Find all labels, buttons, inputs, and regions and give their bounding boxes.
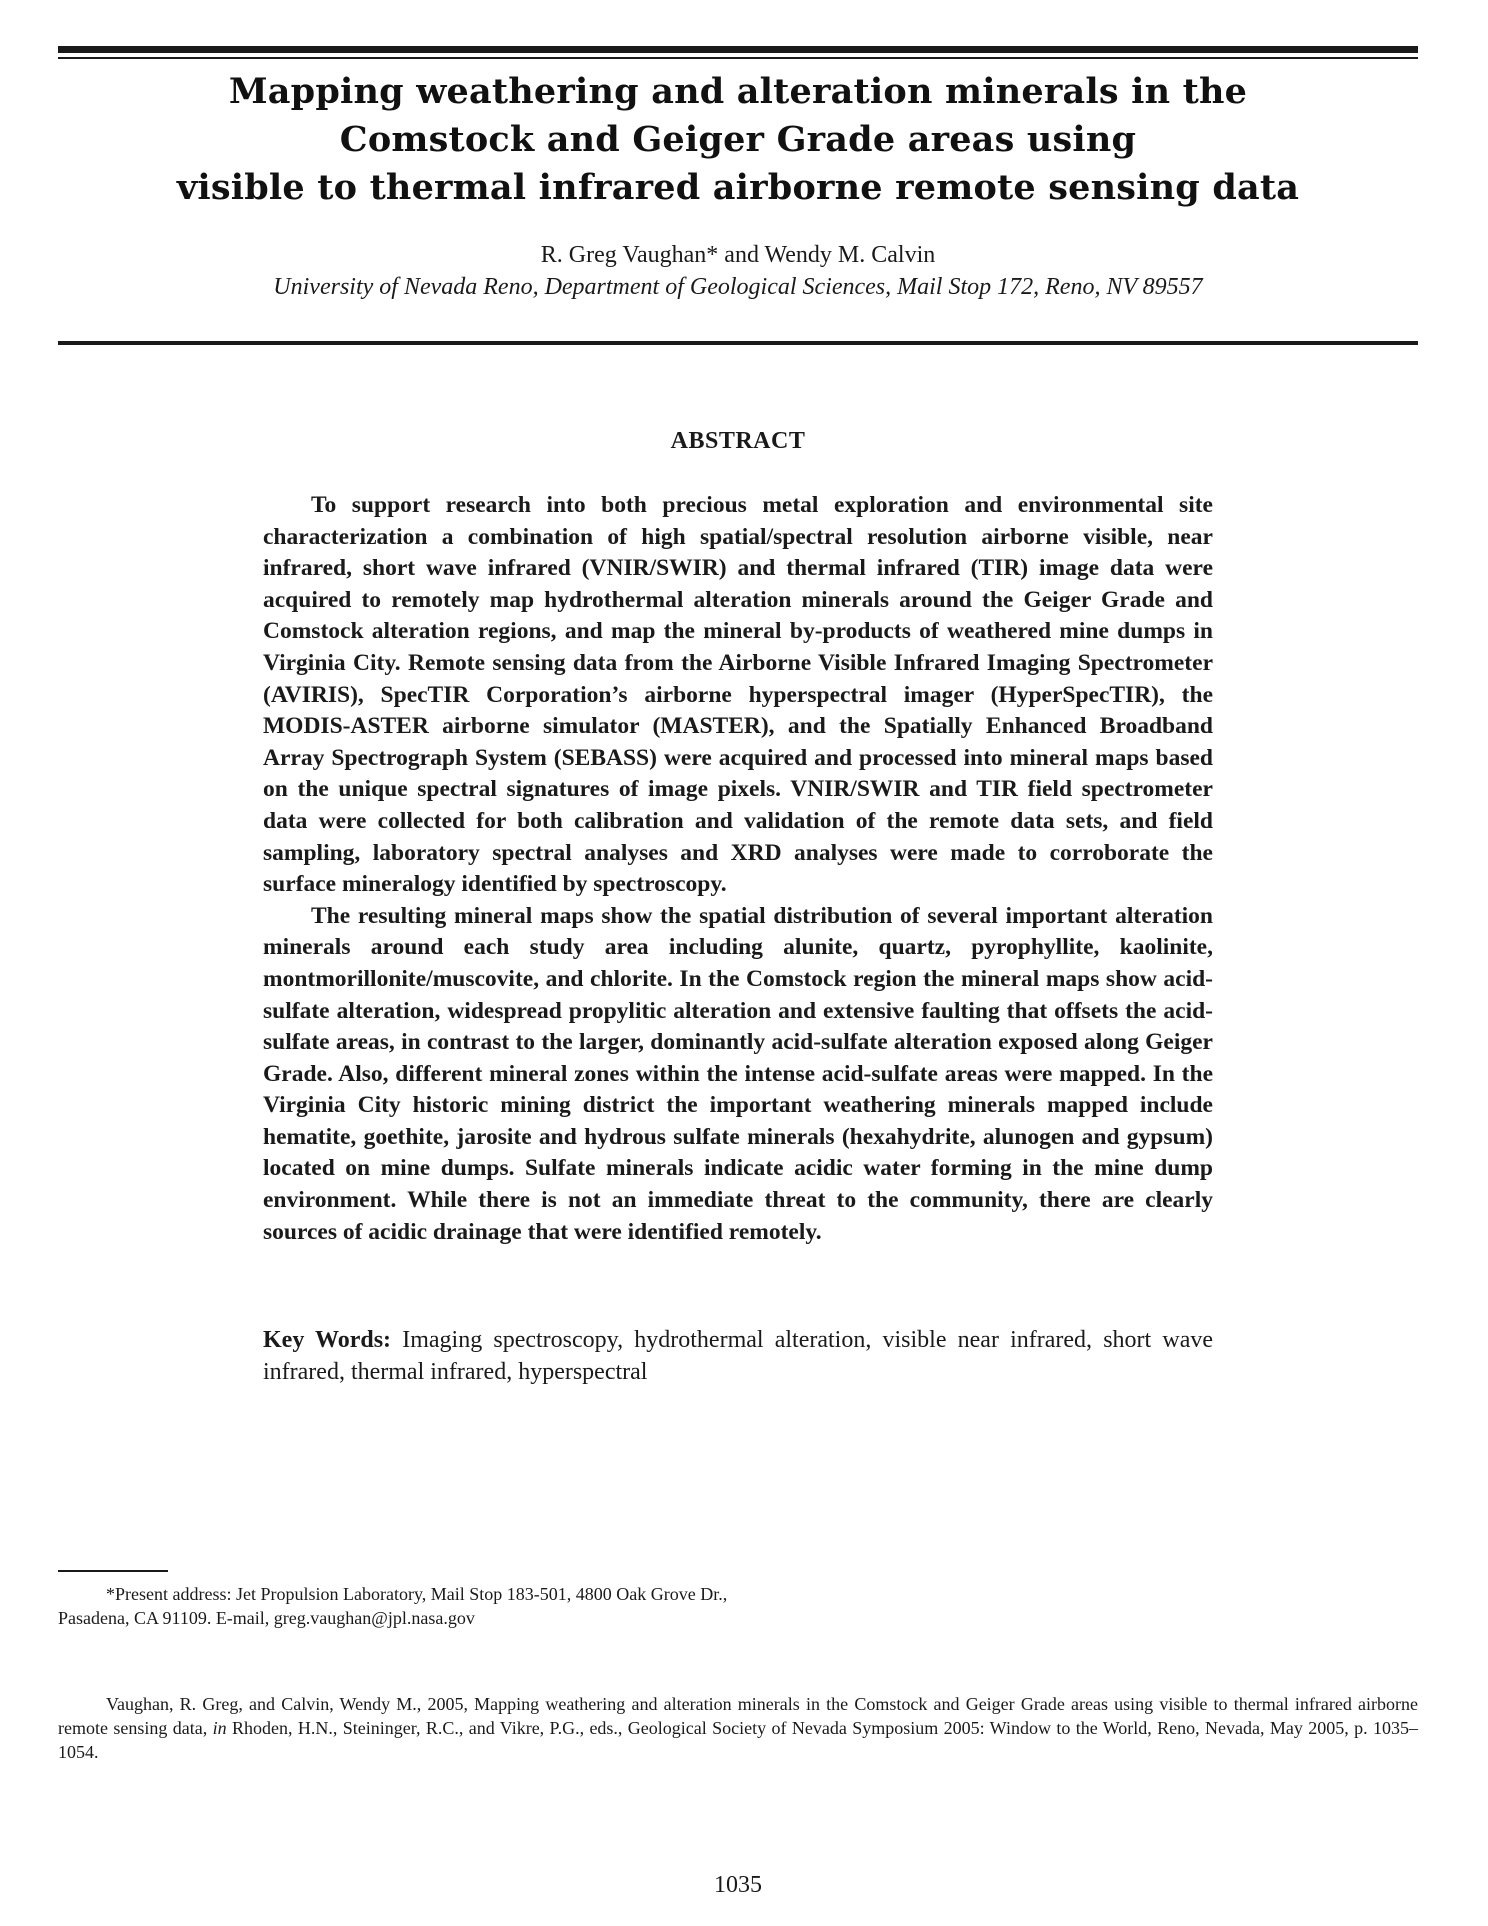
- citation-in: in: [212, 1718, 227, 1738]
- top-rule-thick: [58, 46, 1418, 53]
- citation-part-2: Rhoden, H.N., Steininger, R.C., and Vikre, P.G., eds., Geological Society of Nevada Symposium 2005: Window to the World, Reno, Nevada, May 2005, p. 1035–1054.: [58, 1718, 1418, 1762]
- abstract-paragraph-2: The resulting mineral maps show the spatial distribution of several important alteration minerals around each study area including alunite, quartz, pyrophyllite, kaolinite, montmorillonite/muscovite, and chlorite. In the Comstock region the mineral maps show acid-sulfate alteration, widespread propylitic alteration and extensive faulting that offsets the acid-sulfate areas, in contrast to the larger, dominantly acid-sulfate alteration exposed along Geiger Grade. Also, different mineral zones within the intense acid-sulfate areas were mapped. In the Virginia City historic mining district the important weathering minerals mapped include hematite, goethite, jarosite and hydrous sulfate minerals (hexahydrite, alunogen and gypsum) located on mine dumps. Sulfate minerals indicate acidic water forming in the mine dump environment. While there is not an immediate threat to the community, there are clearly sources of acidic drainage that were identified remotely.: [263, 902, 1213, 1245]
- keywords-text: Imaging spectroscopy, hydrothermal alteration, visible near infrared, short wave infrared, thermal infrared, hyperspectral: [263, 1327, 1214, 1385]
- footnote: *Present address: Jet Propulsion Laboratory, Mail Stop 183-501, 4800 Oak Grove Dr., Pasadena, CA 91109. E-mail, greg.vaughan@jpl.nasa.gov: [58, 1584, 728, 1628]
- citation: [58, 1692, 1418, 1764]
- top-rule-thin: [58, 57, 1418, 59]
- paper-title: [58, 68, 1418, 212]
- page-number: 1035: [714, 1872, 762, 1898]
- keywords: [263, 1324, 1213, 1388]
- citation-part-1: Vaughan, R. Greg, and Calvin, Wendy M., 2005, Mapping weathering and alteration minerals in the Comstock and Geiger Grade areas using visible to thermal infrared airborne remote sensing data,: [58, 1694, 1418, 1738]
- title-line-1: Mapping weathering and alteration minerals in the: [228, 71, 1248, 112]
- header-divider: [58, 341, 1418, 345]
- affiliation: University of Nevada Reno, Department of Geological Sciences, Mail Stop 172, Reno, NV 89557: [273, 274, 1203, 300]
- footnote-rule: [58, 1570, 168, 1572]
- title-line-2: Comstock and Geiger Grade areas using: [339, 119, 1137, 160]
- abstract-body: [263, 490, 1213, 1248]
- abstract-heading: ABSTRACT: [670, 428, 806, 454]
- keywords-label: Key Words:: [263, 1327, 392, 1353]
- authors: R. Greg Vaughan* and Wendy M. Calvin: [540, 242, 936, 268]
- title-line-3: visible to thermal infrared airborne remote sensing data: [176, 167, 1300, 208]
- abstract-paragraph-1: To support research into both precious metal exploration and environmental site characterization a combination of high spatial/spectral resolution airborne visible, near infrared, short wave infrared (VNIR/SWIR) and thermal infrared (TIR) image data were acquired to remotely map hydrothermal alteration minerals around the Geiger Grade and Comstock alteration regions, and map the mineral by-products of weathered mine dumps in Virginia City. Remote sensing data from the Airborne Visible Infrared Imaging Spectrometer (AVIRIS), SpecTIR Corporation’s airborne hyperspectral imager (HyperSpecTIR), the MODIS-ASTER airborne simulator (MASTER), and the Spatially Enhanced Broadband Array Spectrograph System (SEBASS) were acquired and processed into mineral maps based on the unique spectral signatures of image pixels. VNIR/SWIR and TIR field spectrometer data were collected for both calibration and validation of the remote data sets, and field sampling, laboratory spectral analyses and XRD analyses were made to corroborate the surface mineralogy identified by spectroscopy.: [263, 492, 1213, 898]
